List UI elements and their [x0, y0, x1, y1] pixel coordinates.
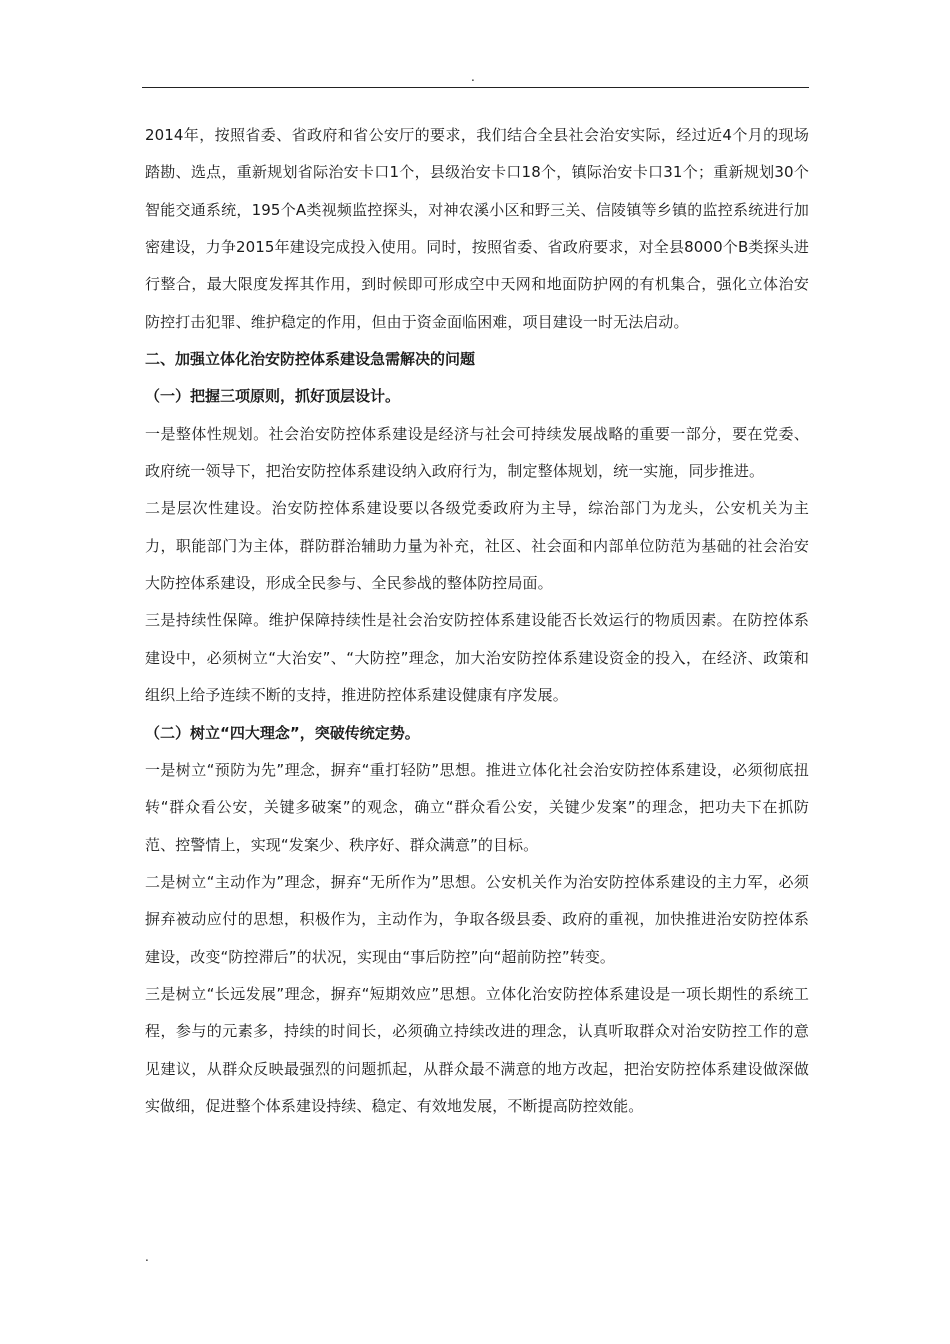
paragraph-continuous-support: 三是持续性保障。维护保障持续性是社会治安防控体系建设能否长效运行的物质因素。在防控体系建设中，必须树立“大治安”、“大防控”理念，加大治安防控体系建设资金的投入，在经济、政策和组织上给予连续不断的支持，推进防控体系建设健康有序发展。: [145, 611, 809, 705]
header-mark: .: [471, 70, 475, 84]
footer-mark: .: [145, 1250, 149, 1264]
header-rule: [142, 87, 809, 88]
subsection-heading-2: （二）树立“四大理念”，突破传统定势。: [145, 723, 420, 742]
paragraph-2014-plan: 2014年，按照省委、省政府和省公安厅的要求，我们结合全县社会治安实际，经过近4个月的现场踏勘、选点，重新规划省际治安卡口1个，县级治安卡口18个，镇际治安卡口31个；重新规划30个智能交通系统，195个A类视频监控探头，对神农溪小区和野三关、信陵镇等乡镇的监控系统进行加密建设，力争2015年建设完成投入使用。同时，按照省委、省政府要求，对全县8000个B类探头进行整合，最大限度发挥其作用，到时候即可形成空中天网和地面防护网的有机集合，强化立体治安防控打击犯罪、维护稳定的作用，但由于资金面临困难，项目建设一时无法启动。: [145, 126, 809, 331]
paragraph-overall-planning: 一是整体性规划。社会治安防控体系建设是经济与社会可持续发展战略的重要一部分，要在党委、政府统一领导下，把治安防控体系建设纳入政府行为，制定整体规划，统一实施，同步推进。: [145, 424, 809, 481]
subsection-heading-1: （一）把握三项原则，抓好顶层设计。: [145, 387, 401, 406]
paragraph-active-action: 二是树立“主动作为”理念，摒弃“无所作为”思想。公安机关作为治安防控体系建设的主力军，必须摒弃被动应付的思想，积极作为，主动作为，争取各级县委、政府的重视，加快推进治安防控体系建设，改变“防控滞后”的状况，实现由“事后防控”向“超前防控”转变。: [145, 872, 809, 966]
paragraph-long-term-development: 三是树立“长远发展”理念，摒弃“短期效应”思想。立体化治安防控体系建设是一项长期性的系统工程，参与的元素多，持续的时间长，必须确立持续改进的理念，认真听取群众对治安防控工作的意见建议，从群众反映最强烈的问题抓起，从群众最不满意的地方改起，把治安防控体系建设做深做实做细，促进整个体系建设持续、稳定、有效地发展，不断提高防控效能。: [145, 984, 809, 1115]
section-heading-2: 二、加强立体化治安防控体系建设急需解决的问题: [145, 350, 476, 369]
paragraph-prevention-first: 一是树立“预防为先”理念，摒弃“重打轻防”思想。推进立体化社会治安防控体系建设，必须彻底扭转“群众看公安，关键多破案”的观念，确立“群众看公安，关键少发案”的理念，把功夫下在抓防范、控警情上，实现“发案少、秩序好、群众满意”的目标。: [145, 760, 809, 854]
document-body: [145, 117, 809, 1125]
paragraph-layered-construction: 二是层次性建设。治安防控体系建设要以各级党委政府为主导，综治部门为龙头，公安机关为主力，职能部门为主体，群防群治辅助力量为补充，社区、社会面和内部单位防范为基础的社会治安大防控体系建设，形成全民参与、全民参战的整体防控局面。: [145, 499, 809, 593]
